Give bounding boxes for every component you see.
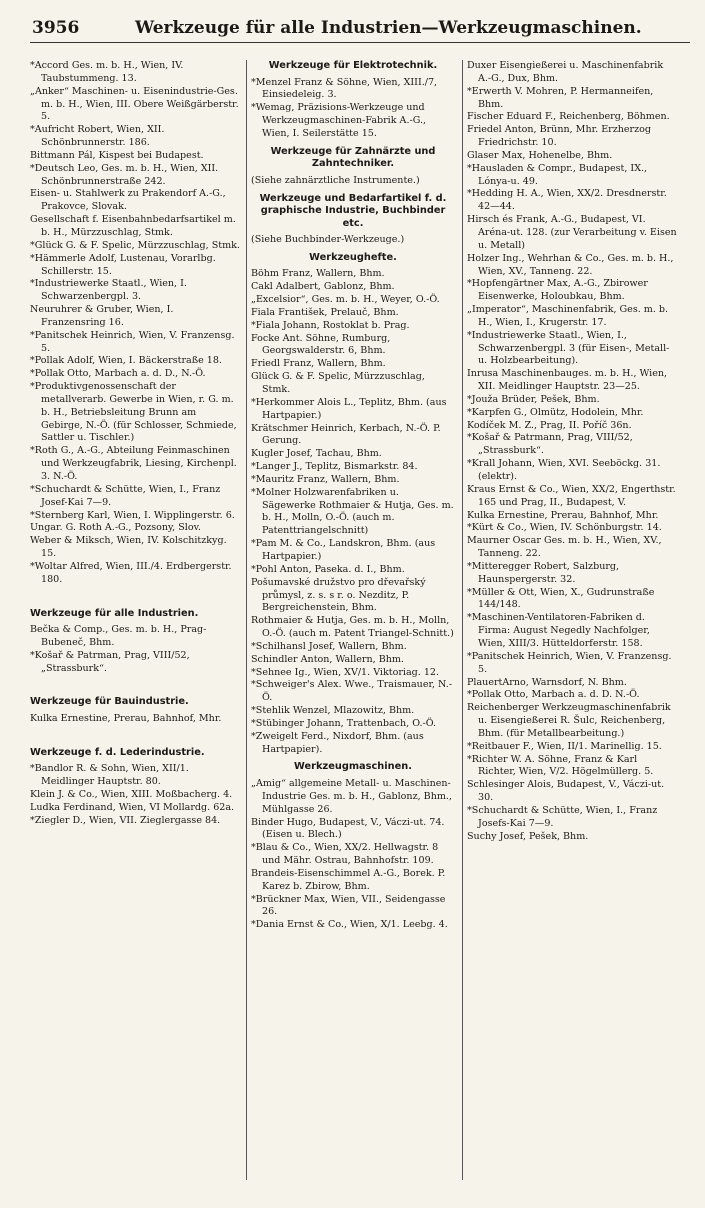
entry-list xyxy=(251,175,455,188)
directory-entry: Kugler Josef, Tachau, Bhm. xyxy=(251,448,382,460)
directory-entry: *Müller & Ott, Wien, X., Gudrunstraße 144/148. xyxy=(467,586,655,611)
spacer xyxy=(30,587,240,603)
directory-entry: *Industriewerke Staatl., Wien, I., Schwarzenbergpl. 3 (für Eisen-, Metall- u. Holzbearbeitung). xyxy=(467,329,670,367)
directory-entry: Glaser Max, Hohenelbe, Bhm. xyxy=(467,149,613,161)
entry-list xyxy=(251,268,455,756)
directory-entry: *Roth G., A.-G., Abteilung Feinmaschinen und Werkzeugfabrik, Liesing, Kirchenpl. 3. N.-Ö. xyxy=(30,445,237,482)
directory-entry: *Hausladen & Compr., Budapest, IX., Lónya-u. 49. xyxy=(467,162,648,187)
column-right xyxy=(462,60,677,1180)
directory-entry: Brandeis-Eisenschimmel A.-G., Borek. P. Karez b. Zbirow, Bhm. xyxy=(251,867,446,892)
directory-entry: *Hämmerle Adolf, Lustenau, Vorarlbg. Schillerstr. 15. xyxy=(30,252,216,277)
directory-entry: *Langer J., Teplitz, Bismarkstr. 84. xyxy=(251,461,418,473)
directory-entry: *Aufricht Robert, Wien, XII. Schönbrunnerstr. 186. xyxy=(30,124,165,149)
directory-entry: *Deutsch Leo, Ges. m. b. H., Wien, XII. Schönbrunnerstraße 242. xyxy=(30,162,219,187)
section-heading: Werkzeuge f. d. Lederindustrie. xyxy=(30,746,205,758)
directory-entry: *Schuchardt & Schütte, Wien, I., Franz Josef-Kai 7—9. xyxy=(30,483,221,508)
directory-entry: „Imperator“, Maschinenfabrik, Ges. m. b. H., Wien, I., Krugerstr. 17. xyxy=(467,304,669,328)
directory-entry: *Košař & Patrmann, Prag, VIII/52, „Strassburk“. xyxy=(467,432,633,457)
directory-entry: „Excelsior“, Ges. m. b. H., Weyer, O.-Ö. xyxy=(251,294,440,306)
directory-entry: *Herkommer Alois L., Teplitz, Bhm. (aus Hartpapier.) xyxy=(251,396,447,421)
directory-entry: Eisen- u. Stahlwerk zu Prakendorf A.-G., Prakovce, Slovak. xyxy=(30,188,226,213)
directory-entry: *Karpfen G., Olmütz, Hodolein, Mhr. xyxy=(467,406,644,418)
directory-entry: Hirsch és Frank, A.-G., Budapest, VI. Aréna-ut. 128. (zur Verarbeitung v. Eisen u. Metall) xyxy=(467,214,677,251)
directory-entry: *Sternberg Karl, Wien, I. Wipplingerstr. 6. xyxy=(30,509,235,521)
directory-entry: *Richter W. A. Söhne, Franz & Karl Richter, Wien, V/2. Högelmüllerg. 5. xyxy=(467,753,654,778)
directory-entry: *Woltar Alfred, Wien, III./4. Erdbergerstr. 180. xyxy=(30,560,232,585)
entry-list xyxy=(251,234,455,247)
directory-entry: *Panitschek Heinrich, Wien, V. Franzensg. 5. xyxy=(467,650,672,675)
directory-entry: *Blau & Co., Wien, XX/2. Hellwagstr. 8 und Mähr. Ostrau, Bahnhofstr. 109. xyxy=(251,842,439,867)
directory-entry: *Kürt & Co., Wien, IV. Schönburgstr. 14. xyxy=(467,522,662,534)
directory-entry: *Dania Ernst & Co., Wien, X/1. Leebg. 4. xyxy=(251,919,448,931)
directory-entry: *Industriewerke Staatl., Wien, I. Schwarzenbergpl. 3. xyxy=(30,278,187,303)
directory-entry: Kodíček M. Z., Prag, II. Poříč 36n. xyxy=(467,419,632,431)
directory-entry: Gesellschaft f. Eisenbahnbedarfsartikel m. b. H., Mürzzuschlag, Stmk. xyxy=(30,214,236,238)
directory-entry: Ungar. G. Roth A.-G., Pozsony, Slov. xyxy=(30,522,201,534)
directory-entry: *Sehnee Ig., Wien, XV/1. Viktoriag. 12. xyxy=(251,666,440,678)
directory-entry: *Pollak Otto, Marbach a. d. D., N.-Ö. xyxy=(30,368,206,380)
section-heading: Werkzeughefte. xyxy=(309,251,397,263)
directory-entry: Ludka Ferdinand, Wien, VI Mollardg. 62a. xyxy=(30,801,235,813)
directory-entry: Kulka Ernestine, Prerau, Bahnhof, Mhr. xyxy=(467,509,659,521)
entry-list xyxy=(251,778,455,932)
directory-entry: „Amig“ allgemeine Metall- u. Maschinen-Industrie Ges. m. b. H., Gablonz, Bhm., Mühlgasse 26. xyxy=(251,777,452,815)
section-heading: Werkzeuge für alle Industrien. xyxy=(30,607,199,619)
directory-entry: Pošumavské družstvo pro dřevařský průmysl, z. s. s r. o. Nezditz, P. Bergreichenstein, Bhm. xyxy=(251,576,426,614)
directory-entry: *Wemag, Präzisions-Werkzeuge und Werkzeugmaschinen-Fabrik A.-G., Wien, I. Seilerstätte 15. xyxy=(251,102,427,139)
directory-entry: *Produktivgenossenschaft der metallverarb. Gewerbe in Wien, r. G. m. b. H., Betriebsleitung Brunn am Gebirge, N.-Ö. (für Schlosser, Schmiede, Sattler u. Tischler.) xyxy=(30,381,237,444)
directory-entry: Fischer Eduard F., Reichenberg, Böhmen. xyxy=(467,111,670,123)
directory-entry: Kraus Ernst & Co., Wien, XX/2, Engerthstr. 165 und Prag, II., Budapest, V. xyxy=(467,483,676,508)
section-heading: Werkzeuge für Elektrotechnik. xyxy=(268,60,438,71)
directory-entry: Reichenberger Werkzeugmaschinenfabrik u. Eisengießerei R. Šulc, Reichenberg, Bhm. (für Metallbearbeitung.) xyxy=(467,702,671,739)
directory-entry: *Košař & Patrman, Prag, VIII/52, „Strassburk“. xyxy=(30,649,190,674)
directory-entry: *Hopfengärtner Max, A.-G., Zbirower Eisenwerke, Holoubkau, Bhm. xyxy=(467,278,648,303)
directory-entry: Suchy Josef, Pešek, Bhm. xyxy=(467,830,589,842)
directory-entry: Kulka Ernestine, Prerau, Bahnhof, Mhr. xyxy=(30,712,222,724)
spacer xyxy=(30,726,240,742)
spacer xyxy=(30,675,240,691)
column-left xyxy=(30,60,240,1180)
directory-entry: *Zweigelt Ferd., Nixdorf, Bhm. (aus Hartpapier). xyxy=(251,730,424,755)
entry-list xyxy=(30,713,240,726)
directory-entry: *Schweiger's Alex. Wwe., Traismauer, N.-Ö. xyxy=(251,679,453,704)
directory-entry: *Pohl Anton, Paseka. d. I., Bhm. xyxy=(251,563,405,575)
column-middle xyxy=(246,60,455,1180)
directory-entry: *Stübinger Johann, Trattenbach, O.-Ö. xyxy=(251,717,437,729)
directory-entry: (Siehe Buchbinder-Werkzeuge.) xyxy=(251,234,405,246)
directory-entry: *Mitteregger Robert, Salzburg, Haunspergerstr. 32. xyxy=(467,560,620,585)
directory-entry: Maurner Oscar Ges. m. b. H., Wien, XV., Tanneng. 22. xyxy=(467,535,662,560)
entry-list xyxy=(30,763,240,827)
directory-entry: Holzer Ing., Wehrhan & Co., Ges. m. b. H., Wien, XV., Tanneng. 22. xyxy=(467,252,674,277)
directory-entry: Rothmaier & Hutja, Ges. m. b. H., Molln, O.-Ö. (auch m. Patent Triangel-Schnitt.) xyxy=(251,615,454,640)
directory-entry: *Pollak Otto, Marbach a. d. D. N.-Ö. xyxy=(467,689,640,701)
directory-entry: *Schilhansl Josef, Wallern, Bhm. xyxy=(251,640,407,652)
directory-entry: *Schuchardt & Schütte, Wien, I., Franz Josefs-Kai 7—9. xyxy=(467,804,658,829)
directory-entry: Focke Ant. Söhne, Rumburg, Georgswalderstr. 6, Bhm. xyxy=(251,332,391,357)
directory-entry: *Jouža Brüder, Pešek, Bhm. xyxy=(467,393,600,405)
directory-entry: Klein J. & Co., Wien, XIII. Moßbacherg. 4. xyxy=(30,789,233,800)
directory-entry: *Reitbauer F., Wien, II/1. Marinellig. 15. xyxy=(467,740,662,752)
directory-entry: *Pam M. & Co., Landskron, Bhm. (aus Hartpapier.) xyxy=(251,538,436,562)
directory-entry: *Erwerth V. Mohren, P. Hermanneifen, Bhm. xyxy=(467,85,654,110)
directory-entry: Weber & Miksch, Wien, IV. Kolschitzkyg. 15. xyxy=(30,535,227,560)
directory-entry: *Krall Johann, Wien, XVI. Seeböckg. 31. (elektr). xyxy=(467,458,661,482)
directory-entry: *Fiala Johann, Rostoklat b. Prag. xyxy=(251,319,410,331)
directory-entry: Glück G. & F. Spelic, Mürzzuschlag, Stmk. xyxy=(251,371,425,395)
directory-entry: Bečka & Comp., Ges. m. b. H., Prag-Bubeneč, Bhm. xyxy=(30,624,207,648)
directory-entry: „Anker“ Maschinen- u. Eisenindustrie-Ges. m. b. H., Wien, III. Obere Weißgärberstr. 5. xyxy=(30,85,239,123)
section-heading: Werkzeuge und Bedarfartikel f. d. graphische Industrie, Buchbinder etc. xyxy=(259,192,447,229)
directory-entry: *Brückner Max, Wien, VII., Seidengasse 26. xyxy=(251,893,446,918)
directory-entry: *Bandlor R. & Sohn, Wien, XII/1. Meidlinger Hauptstr. 80. xyxy=(30,763,189,788)
directory-entry: Bittmann Pál, Kispest bei Budapest. xyxy=(30,149,204,161)
entry-list xyxy=(30,60,240,587)
section-heading: Werkzeugmaschinen. xyxy=(294,761,412,773)
directory-entry: *Accord Ges. m. b. H., Wien, IV. Taubstummeng. 13. xyxy=(30,60,184,84)
directory-entry: Fiala František, Prelauč, Bhm. xyxy=(251,306,399,318)
page-number: 3956 xyxy=(32,18,80,38)
directory-entry: Friedl Franz, Wallern, Bhm. xyxy=(251,358,386,370)
page-title: Werkzeuge für alle Industrien—Werkzeugmaschinen. xyxy=(135,18,642,38)
directory-entry: Duxer Eisengießerei u. Maschinenfabrik A.-G., Dux, Bhm. xyxy=(467,60,664,84)
entry-list xyxy=(30,624,240,675)
entry-list xyxy=(251,77,455,141)
directory-entry: Neuruhrer & Gruber, Wien, I. Franzensring 16. xyxy=(30,304,174,328)
directory-entry: *Maschinen-Ventilatoren-Fabriken d. Firma: August Negedly Nachfolger, Wien, XIII/3. Hütteldorferstr. 158. xyxy=(467,612,650,649)
directory-entry: Böhm Franz, Wallern, Bhm. xyxy=(251,268,385,280)
directory-entry: (Siehe zahnärztliche Instrumente.) xyxy=(251,174,420,186)
directory-entry: PlauertArno, Warnsdorf, N. Bhm. xyxy=(467,676,627,688)
directory-entry: *Mauritz Franz, Wallern, Bhm. xyxy=(251,473,400,485)
directory-entry: *Molner Holzwarenfabriken u. Sägewerke Rothmaier & Hutja, Ges. m. b. H., Molln, O.-Ö. (auch m. Patenttriangelschnitt) xyxy=(251,486,454,537)
directory-entry: *Panitschek Heinrich, Wien, V. Franzensg. 5. xyxy=(30,329,235,354)
directory-entry: *Menzel Franz & Söhne, Wien, XIII./7, Einsiedeleig. 3. xyxy=(251,76,438,101)
directory-entry: *Stehlik Wenzel, Mlazowitz, Bhm. xyxy=(251,705,415,717)
directory-entry: Schlesinger Alois, Budapest, V., Váczi-ut. 30. xyxy=(467,779,665,804)
directory-entry: Binder Hugo, Budapest, V., Váczi-ut. 74. (Eisen u. Blech.) xyxy=(251,816,445,841)
section-heading: Werkzeuge für Bauindustrie. xyxy=(30,696,189,708)
entry-list xyxy=(467,60,677,843)
directory-entry: Friedel Anton, Brünn, Mhr. Erzherzog Friedrichstr. 10. xyxy=(467,124,652,149)
section-heading: Werkzeuge für Zahnärzte und Zahntechniker. xyxy=(270,145,436,170)
directory-entry: *Pollak Adolf, Wien, I. Bäckerstraße 18. xyxy=(30,355,222,367)
directory-entry: *Hedding H. A., Wien, XX/2. Dresdnerstr. 42—44. xyxy=(467,188,667,213)
directory-entry: Cakl Adalbert, Gablonz, Bhm. xyxy=(251,281,395,293)
directory-entry: Schindler Anton, Wallern, Bhm. xyxy=(251,653,404,665)
directory-entry: Inrusa Maschinenbauges. m. b. H., Wien, XII. Meidlinger Hauptstr. 23—25. xyxy=(467,368,668,393)
directory-entry: *Glück G. & F. Spelic, Mürzzuschlag, Stmk. xyxy=(30,239,240,251)
directory-entry: Krätschmer Heinrich, Kerbach, N.-Ö. P. Gerung. xyxy=(251,422,441,447)
directory-entry: *Ziegler D., Wien, VII. Zieglergasse 84. xyxy=(30,814,221,826)
page-header xyxy=(30,12,690,43)
